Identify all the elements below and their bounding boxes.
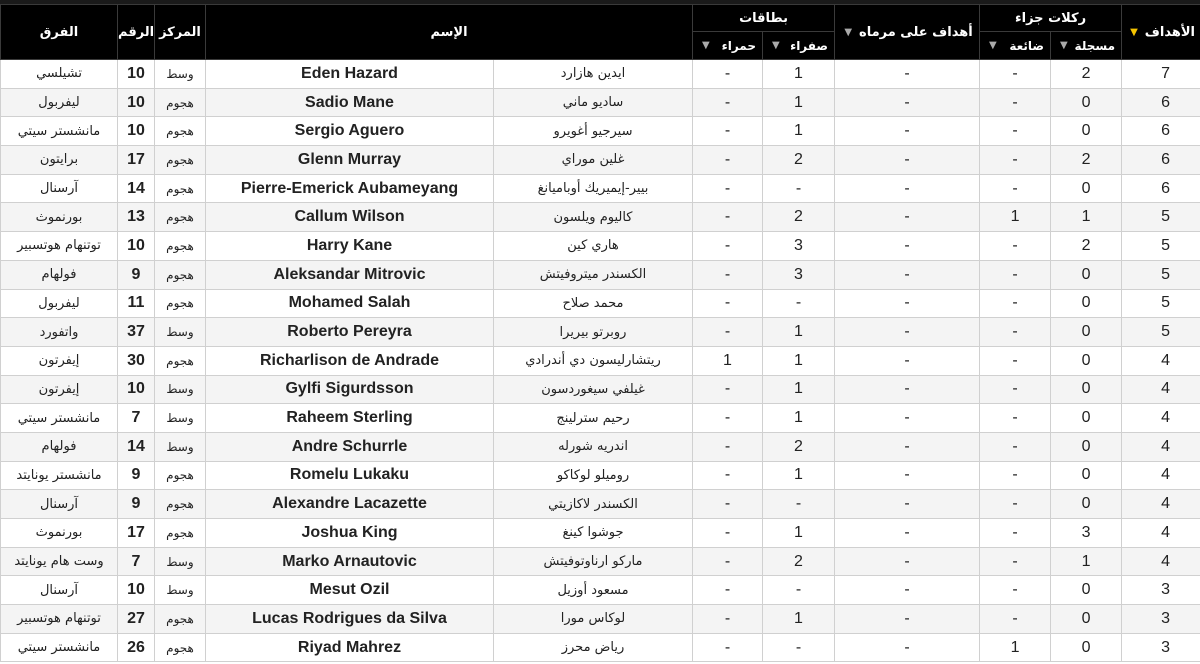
- position-cell: هجوم: [155, 519, 206, 548]
- red-cards-cell: -: [693, 88, 763, 117]
- table-row[interactable]: [1, 88, 1200, 117]
- player-name-ar: هاري كين: [494, 232, 693, 261]
- on-target-cell: -: [835, 346, 980, 375]
- pen-scored-cell: 0: [1051, 174, 1122, 203]
- table-row[interactable]: [1, 605, 1200, 634]
- goals-cell: 5: [1122, 232, 1200, 261]
- number-cell: 30: [118, 346, 155, 375]
- position-cell: هجوم: [155, 203, 206, 232]
- player-name-ar: ماركو ارناوتوفيتش: [494, 547, 693, 576]
- number-cell: 17: [118, 146, 155, 175]
- header-on-target[interactable]: ▼ أهداف على مرماه: [835, 5, 980, 60]
- sort-arrow-icon[interactable]: ▼: [772, 40, 780, 51]
- position-cell: هجوم: [155, 117, 206, 146]
- table-row[interactable]: [1, 174, 1200, 203]
- yellow-cards-cell: 1: [763, 519, 835, 548]
- player-name-en[interactable]: Richarlison de Andrade: [206, 346, 494, 375]
- red-cards-cell: 1: [693, 346, 763, 375]
- header-red[interactable]: ▼ حمراء: [693, 32, 763, 60]
- position-cell: هجوم: [155, 174, 206, 203]
- red-cards-cell: -: [693, 633, 763, 662]
- position-cell: هجوم: [155, 605, 206, 634]
- header-pen-scored[interactable]: ▼ مسجلة: [1051, 32, 1122, 60]
- yellow-cards-cell: 3: [763, 232, 835, 261]
- number-cell: 26: [118, 633, 155, 662]
- position-cell: هجوم: [155, 490, 206, 519]
- on-target-cell: -: [835, 174, 980, 203]
- position-cell: وسط: [155, 60, 206, 89]
- red-cards-cell: -: [693, 174, 763, 203]
- pen-scored-cell: 0: [1051, 346, 1122, 375]
- pen-missed-cell: -: [980, 576, 1051, 605]
- player-name-ar: غلين موراي: [494, 146, 693, 175]
- goals-cell: 4: [1122, 432, 1200, 461]
- pen-missed-cell: -: [980, 605, 1051, 634]
- number-cell: 9: [118, 260, 155, 289]
- red-cards-cell: -: [693, 519, 763, 548]
- red-cards-cell: -: [693, 318, 763, 347]
- on-target-cell: -: [835, 461, 980, 490]
- pen-scored-cell: 0: [1051, 490, 1122, 519]
- red-cards-cell: -: [693, 232, 763, 261]
- player-name-ar: ايدين هازارد: [494, 60, 693, 89]
- position-cell: هجوم: [155, 260, 206, 289]
- number-cell: 10: [118, 232, 155, 261]
- pen-scored-cell: 1: [1051, 203, 1122, 232]
- pen-scored-cell: 0: [1051, 605, 1122, 634]
- yellow-cards-cell: 1: [763, 346, 835, 375]
- header-cards-group: بطاقات: [693, 5, 835, 32]
- team-cell: بورنموث: [1, 203, 118, 232]
- player-name-ar: جوشوا كينغ: [494, 519, 693, 548]
- yellow-cards-cell: -: [763, 633, 835, 662]
- position-cell: هجوم: [155, 289, 206, 318]
- red-cards-cell: -: [693, 146, 763, 175]
- goals-cell: 4: [1122, 346, 1200, 375]
- player-name-en[interactable]: Andre Schurrle: [206, 432, 494, 461]
- player-name-ar: الكسندر ميتروفيتش: [494, 260, 693, 289]
- header-number[interactable]: الرقم: [118, 5, 155, 60]
- goals-cell: 4: [1122, 490, 1200, 519]
- pen-scored-cell: 0: [1051, 432, 1122, 461]
- position-cell: وسط: [155, 576, 206, 605]
- on-target-cell: -: [835, 88, 980, 117]
- team-cell: وست هام يونايتد: [1, 547, 118, 576]
- goals-cell: 3: [1122, 633, 1200, 662]
- player-name-en[interactable]: Lucas Rodrigues da Silva: [206, 605, 494, 634]
- pen-missed-cell: -: [980, 461, 1051, 490]
- header-pen-missed[interactable]: ▼ ضائعة: [980, 32, 1051, 60]
- header-yellow[interactable]: ▼ صفراء: [763, 32, 835, 60]
- sort-arrow-icon[interactable]: ▼: [844, 26, 853, 38]
- goals-cell: 6: [1122, 117, 1200, 146]
- pen-missed-cell: -: [980, 60, 1051, 89]
- number-cell: 11: [118, 289, 155, 318]
- table-row[interactable]: [1, 490, 1200, 519]
- team-cell: مانشستر سيتي: [1, 404, 118, 433]
- on-target-cell: -: [835, 605, 980, 634]
- pen-missed-cell: -: [980, 260, 1051, 289]
- yellow-cards-cell: 1: [763, 60, 835, 89]
- player-name-ar: ساديو ماني: [494, 88, 693, 117]
- table-row[interactable]: [1, 404, 1200, 433]
- sort-arrow-icon[interactable]: ▼: [989, 40, 997, 51]
- table-row[interactable]: [1, 375, 1200, 404]
- yellow-cards-cell: -: [763, 289, 835, 318]
- on-target-cell: -: [835, 490, 980, 519]
- player-name-ar: محمد صلاح: [494, 289, 693, 318]
- player-name-en[interactable]: Harry Kane: [206, 232, 494, 261]
- number-cell: 10: [118, 117, 155, 146]
- pen-missed-cell: -: [980, 490, 1051, 519]
- position-cell: هجوم: [155, 146, 206, 175]
- goals-cell: 3: [1122, 576, 1200, 605]
- player-name-en[interactable]: Glenn Murray: [206, 146, 494, 175]
- yellow-cards-cell: -: [763, 174, 835, 203]
- table-row[interactable]: [1, 461, 1200, 490]
- yellow-cards-cell: 1: [763, 117, 835, 146]
- on-target-cell: -: [835, 404, 980, 433]
- red-cards-cell: -: [693, 60, 763, 89]
- goals-cell: 4: [1122, 375, 1200, 404]
- player-name-en[interactable]: Sadio Mane: [206, 88, 494, 117]
- on-target-cell: -: [835, 260, 980, 289]
- number-cell: 10: [118, 375, 155, 404]
- red-cards-cell: -: [693, 375, 763, 404]
- goals-cell: 3: [1122, 605, 1200, 634]
- player-name-ar: كاليوم ويلسون: [494, 203, 693, 232]
- position-cell: وسط: [155, 547, 206, 576]
- player-name-en[interactable]: Joshua King: [206, 519, 494, 548]
- yellow-cards-cell: 1: [763, 605, 835, 634]
- red-cards-cell: -: [693, 289, 763, 318]
- on-target-cell: -: [835, 318, 980, 347]
- goals-cell: 4: [1122, 547, 1200, 576]
- goals-cell: 4: [1122, 461, 1200, 490]
- pen-missed-cell: 1: [980, 633, 1051, 662]
- player-name-en[interactable]: Alexandre Lacazette: [206, 490, 494, 519]
- table-row[interactable]: [1, 232, 1200, 261]
- number-cell: 9: [118, 490, 155, 519]
- on-target-cell: -: [835, 633, 980, 662]
- on-target-cell: -: [835, 146, 980, 175]
- on-target-cell: -: [835, 432, 980, 461]
- goals-cell: 5: [1122, 260, 1200, 289]
- on-target-cell: -: [835, 60, 980, 89]
- pen-scored-cell: 2: [1051, 146, 1122, 175]
- table-row[interactable]: [1, 432, 1200, 461]
- player-name-en[interactable]: Eden Hazard: [206, 60, 494, 89]
- pen-scored-cell: 0: [1051, 576, 1122, 605]
- header-goals[interactable]: ▼ الأهداف: [1122, 5, 1200, 60]
- player-name-ar: رحيم سترلينج: [494, 404, 693, 433]
- red-cards-cell: -: [693, 605, 763, 634]
- red-cards-cell: -: [693, 432, 763, 461]
- pen-missed-cell: -: [980, 289, 1051, 318]
- goals-cell: 6: [1122, 88, 1200, 117]
- player-name-ar: روميلو لوكاكو: [494, 461, 693, 490]
- pen-missed-cell: -: [980, 375, 1051, 404]
- yellow-cards-cell: 2: [763, 432, 835, 461]
- team-cell: مانشستر يونايتد: [1, 461, 118, 490]
- player-name-ar: بيير-إيميريك أوباميانغ: [494, 174, 693, 203]
- pen-missed-cell: -: [980, 146, 1051, 175]
- number-cell: 27: [118, 605, 155, 634]
- yellow-cards-cell: 1: [763, 461, 835, 490]
- position-cell: وسط: [155, 318, 206, 347]
- goals-cell: 6: [1122, 146, 1200, 175]
- player-name-ar: الكسندر لاكازيتي: [494, 490, 693, 519]
- player-name-en[interactable]: Sergio Aguero: [206, 117, 494, 146]
- red-cards-cell: -: [693, 117, 763, 146]
- team-cell: آرسنال: [1, 490, 118, 519]
- number-cell: 10: [118, 88, 155, 117]
- player-name-en[interactable]: Marko Arnautovic: [206, 547, 494, 576]
- position-cell: وسط: [155, 432, 206, 461]
- header-penalties-group: ركلات جزاء: [980, 5, 1122, 32]
- table-row[interactable]: [1, 519, 1200, 548]
- pen-scored-cell: 3: [1051, 519, 1122, 548]
- pen-missed-cell: -: [980, 232, 1051, 261]
- table-body: [1, 60, 1200, 662]
- goals-cell: 5: [1122, 203, 1200, 232]
- table-row[interactable]: [1, 547, 1200, 576]
- red-cards-cell: -: [693, 404, 763, 433]
- pen-missed-cell: -: [980, 117, 1051, 146]
- yellow-cards-cell: 2: [763, 203, 835, 232]
- team-cell: تشيلسي: [1, 60, 118, 89]
- pen-scored-cell: 0: [1051, 318, 1122, 347]
- yellow-cards-cell: -: [763, 576, 835, 605]
- sort-arrow-icon[interactable]: ▼: [702, 40, 710, 51]
- position-cell: هجوم: [155, 88, 206, 117]
- pen-missed-cell: -: [980, 346, 1051, 375]
- table-row[interactable]: [1, 260, 1200, 289]
- table-row[interactable]: [1, 289, 1200, 318]
- number-cell: 9: [118, 461, 155, 490]
- yellow-cards-cell: 2: [763, 547, 835, 576]
- team-cell: توتنهام هوتسبير: [1, 605, 118, 634]
- on-target-cell: -: [835, 203, 980, 232]
- yellow-cards-cell: 1: [763, 318, 835, 347]
- team-cell: إيفرتون: [1, 375, 118, 404]
- goals-cell: 4: [1122, 519, 1200, 548]
- pen-scored-cell: 0: [1051, 375, 1122, 404]
- table-row[interactable]: [1, 203, 1200, 232]
- player-name-en[interactable]: Roberto Pereyra: [206, 318, 494, 347]
- goals-cell: 7: [1122, 60, 1200, 89]
- red-cards-cell: -: [693, 461, 763, 490]
- pen-scored-cell: 2: [1051, 232, 1122, 261]
- pen-missed-cell: -: [980, 547, 1051, 576]
- pen-scored-cell: 0: [1051, 461, 1122, 490]
- team-cell: بورنموث: [1, 519, 118, 548]
- pen-missed-cell: -: [980, 88, 1051, 117]
- player-name-en[interactable]: Mesut Ozil: [206, 576, 494, 605]
- pen-scored-cell: 0: [1051, 260, 1122, 289]
- on-target-cell: -: [835, 117, 980, 146]
- header-teams[interactable]: الفرق: [1, 5, 118, 60]
- on-target-cell: -: [835, 547, 980, 576]
- table-row[interactable]: [1, 146, 1200, 175]
- team-cell: إيفرتون: [1, 346, 118, 375]
- goals-cell: 6: [1122, 174, 1200, 203]
- pen-scored-cell: 0: [1051, 404, 1122, 433]
- number-cell: 17: [118, 519, 155, 548]
- player-name-ar: رياض محرز: [494, 633, 693, 662]
- player-name-ar: اندريه شورله: [494, 432, 693, 461]
- top-scorers-table: [0, 4, 1200, 662]
- red-cards-cell: -: [693, 547, 763, 576]
- player-name-en[interactable]: Callum Wilson: [206, 203, 494, 232]
- team-cell: واتفورد: [1, 318, 118, 347]
- player-name-en[interactable]: Gylfi Sigurdsson: [206, 375, 494, 404]
- pen-scored-cell: 2: [1051, 60, 1122, 89]
- table-header: [1, 5, 1200, 60]
- number-cell: 37: [118, 318, 155, 347]
- on-target-cell: -: [835, 232, 980, 261]
- pen-missed-cell: -: [980, 174, 1051, 203]
- position-cell: هجوم: [155, 633, 206, 662]
- pen-missed-cell: -: [980, 404, 1051, 433]
- player-name-en[interactable]: Raheem Sterling: [206, 404, 494, 433]
- pen-missed-cell: -: [980, 318, 1051, 347]
- pen-scored-cell: 0: [1051, 88, 1122, 117]
- player-name-ar: ريتشارليسون دي أندرادي: [494, 346, 693, 375]
- number-cell: 14: [118, 174, 155, 203]
- player-name-ar: روبرتو بيريرا: [494, 318, 693, 347]
- table-row[interactable]: [1, 60, 1200, 89]
- player-name-ar: غيلفي سيغوردسون: [494, 375, 693, 404]
- team-cell: آرسنال: [1, 174, 118, 203]
- header-position[interactable]: المركز: [155, 5, 206, 60]
- goals-cell: 4: [1122, 404, 1200, 433]
- table-row[interactable]: [1, 318, 1200, 347]
- pen-scored-cell: 0: [1051, 633, 1122, 662]
- number-cell: 13: [118, 203, 155, 232]
- table-row[interactable]: [1, 346, 1200, 375]
- player-name-en[interactable]: Aleksandar Mitrovic: [206, 260, 494, 289]
- player-name-ar: مسعود أوزيل: [494, 576, 693, 605]
- player-name-en[interactable]: Mohamed Salah: [206, 289, 494, 318]
- number-cell: 10: [118, 60, 155, 89]
- pen-missed-cell: -: [980, 519, 1051, 548]
- team-cell: فولهام: [1, 260, 118, 289]
- red-cards-cell: -: [693, 490, 763, 519]
- table-row[interactable]: [1, 633, 1200, 662]
- on-target-cell: -: [835, 375, 980, 404]
- pen-missed-cell: -: [980, 432, 1051, 461]
- goals-cell: 5: [1122, 318, 1200, 347]
- red-cards-cell: -: [693, 260, 763, 289]
- table-row[interactable]: [1, 576, 1200, 605]
- position-cell: وسط: [155, 375, 206, 404]
- yellow-cards-cell: 3: [763, 260, 835, 289]
- sort-arrow-icon[interactable]: ▼: [1060, 40, 1068, 51]
- goals-cell: 5: [1122, 289, 1200, 318]
- position-cell: هجوم: [155, 461, 206, 490]
- yellow-cards-cell: 1: [763, 375, 835, 404]
- player-name-en[interactable]: Pierre-Emerick Aubameyang: [206, 174, 494, 203]
- player-name-en[interactable]: Romelu Lukaku: [206, 461, 494, 490]
- on-target-cell: -: [835, 519, 980, 548]
- yellow-cards-cell: 1: [763, 88, 835, 117]
- number-cell: 14: [118, 432, 155, 461]
- team-cell: توتنهام هوتسبير: [1, 232, 118, 261]
- number-cell: 7: [118, 547, 155, 576]
- number-cell: 7: [118, 404, 155, 433]
- pen-scored-cell: 0: [1051, 117, 1122, 146]
- pen-missed-cell: 1: [980, 203, 1051, 232]
- team-cell: مانشستر سيتي: [1, 633, 118, 662]
- header-name[interactable]: الإسم: [206, 5, 693, 60]
- player-name-en[interactable]: Riyad Mahrez: [206, 633, 494, 662]
- team-cell: ليفربول: [1, 88, 118, 117]
- on-target-cell: -: [835, 576, 980, 605]
- red-cards-cell: -: [693, 203, 763, 232]
- position-cell: هجوم: [155, 346, 206, 375]
- yellow-cards-cell: -: [763, 490, 835, 519]
- team-cell: آرسنال: [1, 576, 118, 605]
- pen-scored-cell: 1: [1051, 547, 1122, 576]
- team-cell: فولهام: [1, 432, 118, 461]
- position-cell: وسط: [155, 404, 206, 433]
- pen-scored-cell: 0: [1051, 289, 1122, 318]
- red-cards-cell: -: [693, 576, 763, 605]
- player-name-ar: سيرجيو أغويرو: [494, 117, 693, 146]
- team-cell: مانشستر سيتي: [1, 117, 118, 146]
- position-cell: هجوم: [155, 232, 206, 261]
- table-row[interactable]: [1, 117, 1200, 146]
- team-cell: ليفربول: [1, 289, 118, 318]
- on-target-cell: -: [835, 289, 980, 318]
- team-cell: برايتون: [1, 146, 118, 175]
- sort-arrow-active-icon[interactable]: ▼: [1130, 26, 1138, 38]
- number-cell: 10: [118, 576, 155, 605]
- yellow-cards-cell: 1: [763, 404, 835, 433]
- player-name-ar: لوكاس مورا: [494, 605, 693, 634]
- yellow-cards-cell: 2: [763, 146, 835, 175]
